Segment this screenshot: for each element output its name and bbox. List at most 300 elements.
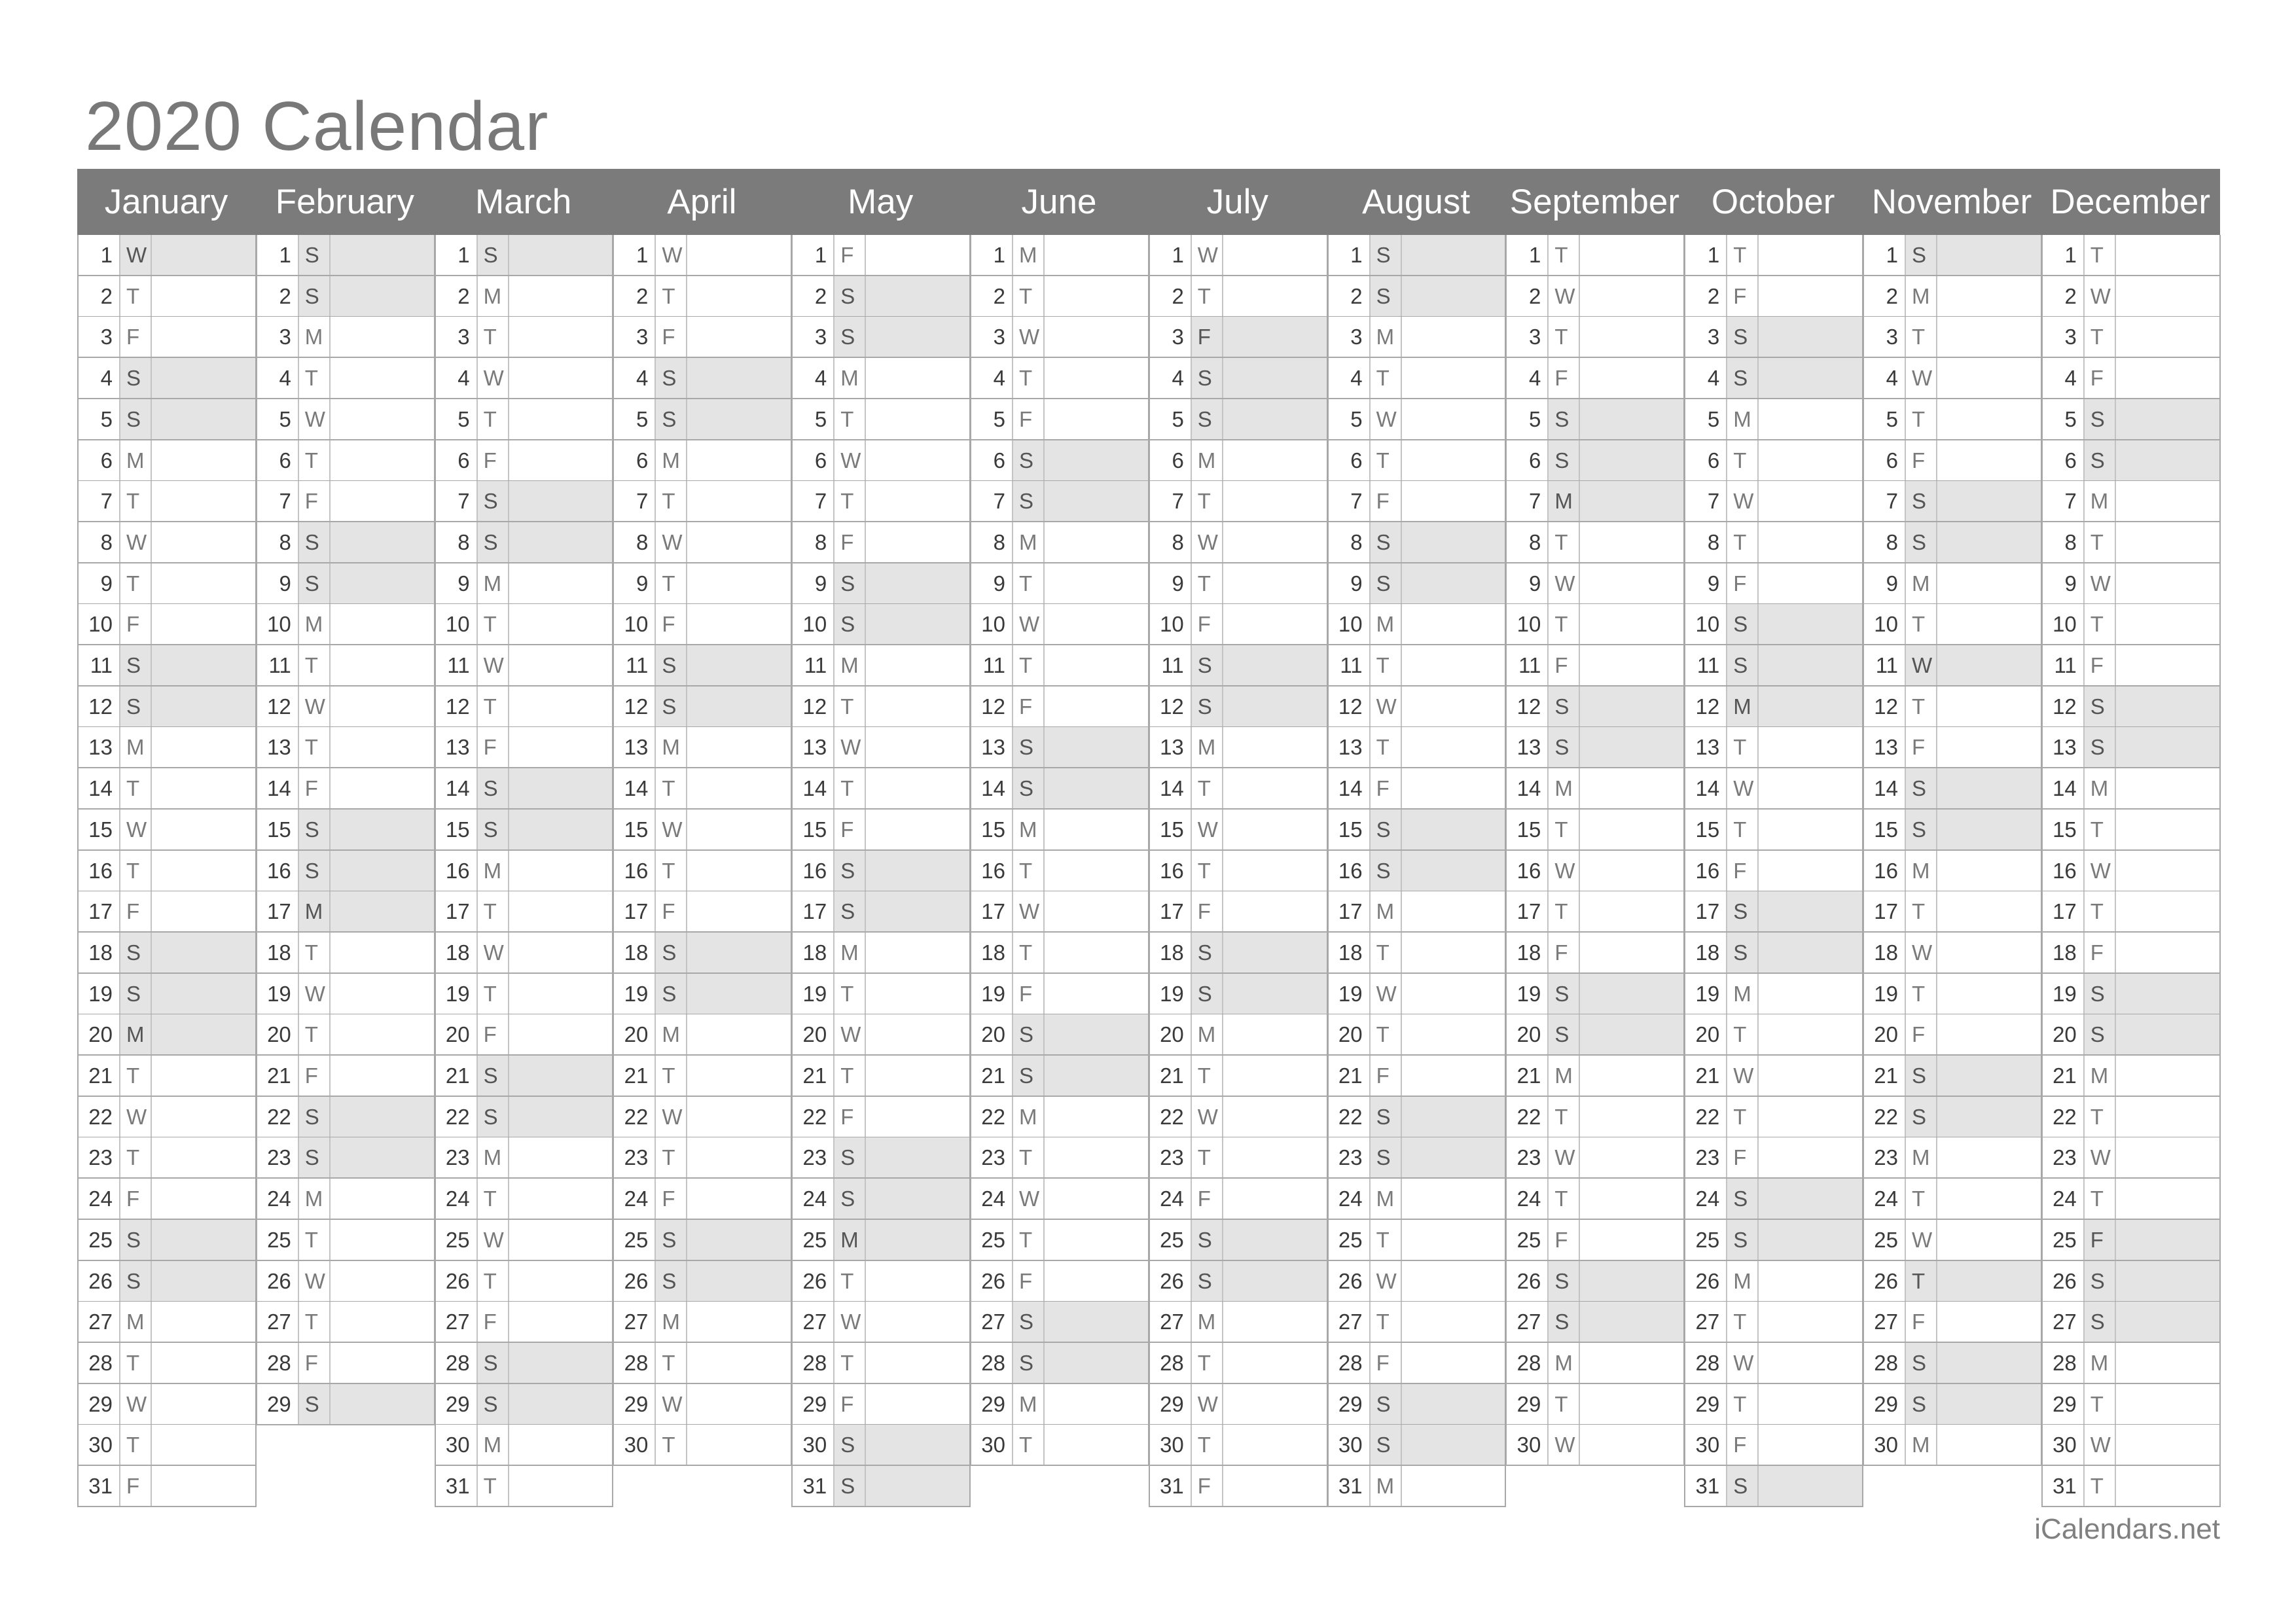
day-number: 9 xyxy=(2064,571,2077,596)
note-space xyxy=(1579,1097,1683,1137)
day-number: 9 xyxy=(1886,571,1898,596)
weekday-letter: T xyxy=(476,1466,508,1506)
note-space xyxy=(1757,851,1862,891)
note-space xyxy=(1043,727,1148,767)
note-space xyxy=(2115,1425,2219,1465)
day-cell xyxy=(1684,1014,1863,1056)
weekday-letter: W xyxy=(1191,1384,1222,1424)
day-cell xyxy=(1684,1425,1863,1466)
weekday-letter: S xyxy=(1726,1466,1757,1506)
note-space xyxy=(151,1097,255,1137)
day-cell xyxy=(1149,768,1328,810)
day-number: 25 xyxy=(1695,1227,1720,1252)
day-cell xyxy=(1863,687,2042,728)
weekday-letter: M xyxy=(1905,1425,1936,1465)
note-space xyxy=(151,563,255,603)
weekday-letter: T xyxy=(119,1425,151,1465)
day-number: 13 xyxy=(981,735,1005,760)
day-cell xyxy=(77,1014,257,1056)
note-space xyxy=(1043,481,1148,521)
weekday-letter: W xyxy=(476,358,508,398)
note-space xyxy=(1579,974,1683,1014)
weekday-letter: W xyxy=(1547,276,1579,316)
day-cell xyxy=(2041,604,2221,645)
note-space xyxy=(686,645,791,685)
weekday-letter: F xyxy=(1191,891,1222,931)
note-space xyxy=(1222,727,1327,767)
note-space xyxy=(865,851,969,891)
note-space xyxy=(2115,933,2219,972)
weekday-letter: T xyxy=(1191,276,1222,316)
note-space xyxy=(686,974,791,1014)
weekday-letter: S xyxy=(119,974,151,1014)
weekday-letter: S xyxy=(1547,687,1579,726)
note-space xyxy=(1579,604,1683,644)
weekday-letter: W xyxy=(1547,1425,1579,1465)
day-cell xyxy=(613,604,792,645)
day-number: 23 xyxy=(1874,1145,1898,1170)
day-cell xyxy=(1327,1466,1507,1507)
day-cell xyxy=(77,1097,257,1138)
day-cell xyxy=(970,317,1149,358)
day-cell xyxy=(970,1014,1149,1056)
month-name-february: February xyxy=(275,183,414,221)
day-cell xyxy=(435,1097,614,1138)
note-space xyxy=(1757,1466,1862,1506)
day-number: 4 xyxy=(457,366,470,391)
day-number: 5 xyxy=(279,406,291,431)
note-space xyxy=(686,1425,791,1465)
day-cell xyxy=(256,440,435,482)
note-space xyxy=(1043,1097,1148,1137)
weekday-letter: F xyxy=(1547,933,1579,972)
weekday-letter: T xyxy=(1726,1384,1757,1424)
weekday-letter: S xyxy=(2083,687,2115,726)
note-space xyxy=(508,276,613,316)
note-space xyxy=(508,563,613,603)
day-number: 7 xyxy=(1350,489,1363,514)
day-number: 25 xyxy=(624,1227,649,1252)
day-cell xyxy=(1684,1302,1863,1343)
day-cell xyxy=(613,1302,792,1343)
day-cell xyxy=(970,974,1149,1015)
weekday-letter: M xyxy=(1369,604,1401,644)
day-cell xyxy=(1327,1302,1507,1343)
weekday-letter: M xyxy=(1726,1261,1757,1301)
note-space xyxy=(686,522,791,562)
note-space xyxy=(1757,1097,1862,1137)
weekday-letter: F xyxy=(1547,1220,1579,1260)
day-number: 4 xyxy=(279,366,291,391)
weekday-letter: S xyxy=(655,399,686,439)
day-cell xyxy=(256,1097,435,1138)
note-space xyxy=(686,399,791,439)
day-cell xyxy=(2041,810,2221,851)
note-space xyxy=(508,1261,613,1301)
note-space xyxy=(1222,891,1327,931)
weekday-letter: T xyxy=(1905,974,1936,1014)
weekday-letter: T xyxy=(1726,522,1757,562)
weekday-letter: T xyxy=(476,317,508,357)
weekday-letter: S xyxy=(833,1137,865,1177)
note-space xyxy=(1936,1343,2041,1383)
note-space xyxy=(508,1220,613,1260)
day-cell xyxy=(1863,317,2042,358)
weekday-letter: S xyxy=(1012,481,1043,521)
day-cell xyxy=(1684,522,1863,563)
day-cell xyxy=(613,399,792,440)
day-cell xyxy=(256,235,435,276)
weekday-letter: F xyxy=(1726,563,1757,603)
day-cell xyxy=(435,1343,614,1384)
day-cell xyxy=(1684,604,1863,645)
weekday-letter: S xyxy=(833,851,865,891)
day-number: 29 xyxy=(1874,1391,1898,1416)
weekday-letter: M xyxy=(298,317,329,357)
note-space xyxy=(1936,1302,2041,1342)
day-cell xyxy=(1863,1343,2042,1384)
weekday-letter: S xyxy=(476,522,508,562)
note-space xyxy=(151,1302,255,1342)
day-number: 5 xyxy=(1529,406,1541,431)
day-number: 6 xyxy=(457,448,470,473)
day-cell xyxy=(1684,1384,1863,1425)
note-space xyxy=(865,1343,969,1383)
note-space xyxy=(1401,440,1505,480)
day-cell xyxy=(435,974,614,1015)
note-space xyxy=(1579,1220,1683,1260)
day-number: 21 xyxy=(981,1063,1005,1088)
day-number: 22 xyxy=(1874,1104,1898,1129)
note-space xyxy=(329,1097,434,1137)
day-number: 30 xyxy=(1874,1433,1898,1457)
note-space xyxy=(1222,1056,1327,1096)
note-space xyxy=(1222,768,1327,808)
day-number: 29 xyxy=(981,1391,1005,1416)
weekday-letter: S xyxy=(1547,1302,1579,1342)
day-number: 16 xyxy=(1516,858,1541,883)
weekday-letter: W xyxy=(1726,768,1757,808)
day-number: 21 xyxy=(2053,1063,2077,1088)
day-number: 21 xyxy=(1160,1063,1184,1088)
day-cell xyxy=(435,645,614,687)
day-number: 25 xyxy=(802,1227,827,1252)
day-number: 12 xyxy=(88,694,113,719)
note-space xyxy=(1757,481,1862,521)
day-number: 27 xyxy=(624,1310,649,1334)
weekday-letter: T xyxy=(476,399,508,439)
day-cell xyxy=(256,1014,435,1056)
note-space xyxy=(329,1179,434,1219)
day-cell xyxy=(1505,1097,1685,1138)
day-number: 9 xyxy=(1172,571,1184,596)
note-space xyxy=(1936,1179,2041,1219)
day-number: 31 xyxy=(88,1474,113,1498)
note-space xyxy=(1043,891,1148,931)
note-space xyxy=(1401,933,1505,972)
day-cell xyxy=(435,563,614,605)
note-space xyxy=(151,1014,255,1054)
weekday-letter: S xyxy=(1012,1343,1043,1383)
note-space xyxy=(1222,563,1327,603)
day-number: 29 xyxy=(1516,1391,1541,1416)
day-cell xyxy=(1863,358,2042,399)
weekday-letter: T xyxy=(1726,235,1757,275)
day-cell xyxy=(1684,933,1863,974)
note-space xyxy=(1043,768,1148,808)
day-cell xyxy=(1327,1343,1507,1384)
day-number: 24 xyxy=(1160,1186,1184,1211)
weekday-letter: M xyxy=(1369,1466,1401,1506)
day-number: 29 xyxy=(1160,1391,1184,1416)
note-space xyxy=(1043,1220,1148,1260)
weekday-letter: T xyxy=(1191,768,1222,808)
day-number: 16 xyxy=(802,858,827,883)
weekday-letter: S xyxy=(298,1097,329,1137)
day-number: 13 xyxy=(445,735,470,760)
day-cell xyxy=(791,1014,971,1056)
day-number: 16 xyxy=(88,858,113,883)
day-number: 28 xyxy=(1516,1350,1541,1375)
day-cell xyxy=(1863,1179,2042,1220)
weekday-letter: M xyxy=(1012,810,1043,849)
weekday-letter: W xyxy=(476,933,508,972)
day-number: 13 xyxy=(1695,735,1720,760)
note-space xyxy=(151,358,255,398)
weekday-letter: T xyxy=(1905,317,1936,357)
note-space xyxy=(1936,276,2041,316)
weekday-letter: T xyxy=(1547,1097,1579,1137)
day-cell xyxy=(613,933,792,974)
day-cell xyxy=(1863,235,2042,276)
note-space xyxy=(1401,1179,1505,1219)
note-space xyxy=(1757,1220,1862,1260)
day-cell xyxy=(2041,1179,2221,1220)
day-number: 11 xyxy=(626,653,649,677)
note-space xyxy=(2115,235,2219,275)
day-number: 2 xyxy=(100,283,113,308)
day-number: 30 xyxy=(1160,1433,1184,1457)
day-cell xyxy=(791,645,971,687)
day-number: 15 xyxy=(1338,817,1363,842)
note-space xyxy=(329,399,434,439)
day-cell xyxy=(1505,974,1685,1015)
note-space xyxy=(686,276,791,316)
day-number: 28 xyxy=(981,1350,1005,1375)
day-cell xyxy=(1684,440,1863,482)
weekday-letter: W xyxy=(833,1302,865,1342)
day-cell xyxy=(2041,1466,2221,1507)
day-cell xyxy=(1149,1220,1328,1261)
note-space xyxy=(1401,974,1505,1014)
day-number: 2 xyxy=(1529,283,1541,308)
day-cell xyxy=(970,522,1149,563)
note-space xyxy=(865,317,969,357)
note-space xyxy=(1401,1302,1505,1342)
day-cell xyxy=(1327,399,1507,440)
weekday-letter: M xyxy=(833,933,865,972)
weekday-letter: S xyxy=(1012,1014,1043,1054)
day-cell xyxy=(1863,1425,2042,1466)
day-cell xyxy=(1149,317,1328,358)
day-number: 21 xyxy=(802,1063,827,1088)
weekday-letter: T xyxy=(298,358,329,398)
day-cell xyxy=(1327,358,1507,399)
day-number: 24 xyxy=(445,1186,470,1211)
weekday-letter: W xyxy=(1191,235,1222,275)
day-number: 15 xyxy=(624,817,649,842)
weekday-letter: S xyxy=(1726,891,1757,931)
day-number: 23 xyxy=(2053,1145,2077,1170)
weekday-letter: F xyxy=(1012,399,1043,439)
day-cell xyxy=(791,1466,971,1507)
day-number: 26 xyxy=(1160,1268,1184,1293)
note-space xyxy=(2115,1097,2219,1137)
day-cell xyxy=(1149,276,1328,317)
day-cell xyxy=(1149,522,1328,563)
weekday-letter: T xyxy=(1369,1014,1401,1054)
note-space xyxy=(1936,891,2041,931)
day-number: 18 xyxy=(624,940,649,965)
month-name-july: July xyxy=(1206,183,1268,221)
weekday-letter: M xyxy=(1547,1343,1579,1383)
day-cell xyxy=(1327,1097,1507,1138)
weekday-letter: M xyxy=(2083,1343,2115,1383)
weekday-letter: M xyxy=(1369,891,1401,931)
note-space xyxy=(2115,276,2219,316)
day-number: 17 xyxy=(1338,899,1363,924)
day-number: 7 xyxy=(100,489,113,514)
day-number: 17 xyxy=(1516,899,1541,924)
day-number: 1 xyxy=(457,243,470,267)
note-space xyxy=(508,604,613,644)
day-cell xyxy=(1684,1056,1863,1097)
day-number: 20 xyxy=(267,1022,291,1047)
note-space xyxy=(865,1302,969,1342)
weekday-letter: W xyxy=(119,1384,151,1424)
day-number: 11 xyxy=(1518,653,1541,677)
day-cell xyxy=(435,768,614,810)
weekday-letter: T xyxy=(2083,235,2115,275)
day-cell xyxy=(791,481,971,522)
weekday-letter: F xyxy=(1191,1466,1222,1506)
day-number: 1 xyxy=(100,243,113,267)
weekday-letter: S xyxy=(119,933,151,972)
day-cell xyxy=(1149,1384,1328,1425)
day-cell xyxy=(1863,974,2042,1015)
day-cell xyxy=(1505,440,1685,482)
day-number: 16 xyxy=(2053,858,2077,883)
day-cell xyxy=(77,440,257,482)
weekday-letter: S xyxy=(655,358,686,398)
note-space xyxy=(1936,481,2041,521)
note-space xyxy=(151,851,255,891)
day-cell xyxy=(791,358,971,399)
weekday-letter: F xyxy=(655,604,686,644)
day-number: 13 xyxy=(1516,735,1541,760)
day-cell xyxy=(1327,276,1507,317)
day-number: 8 xyxy=(100,529,113,554)
weekday-letter: S xyxy=(1012,768,1043,808)
note-space xyxy=(508,1384,613,1424)
note-space xyxy=(2115,358,2219,398)
note-space xyxy=(1936,1220,2041,1260)
day-cell xyxy=(1327,1220,1507,1261)
day-cell xyxy=(970,1384,1149,1425)
note-space xyxy=(151,1179,255,1219)
day-cell xyxy=(1327,851,1507,892)
note-space xyxy=(865,1425,969,1465)
note-space xyxy=(1936,317,2041,357)
day-cell xyxy=(613,1220,792,1261)
day-number: 3 xyxy=(457,325,470,349)
day-cell xyxy=(1863,810,2042,851)
day-cell xyxy=(1863,440,2042,482)
day-cell xyxy=(1149,1261,1328,1302)
note-space xyxy=(1222,1220,1327,1260)
day-number: 5 xyxy=(814,406,827,431)
day-cell xyxy=(1149,1014,1328,1056)
day-number: 18 xyxy=(1874,940,1898,965)
weekday-letter: M xyxy=(1369,1179,1401,1219)
weekday-letter: M xyxy=(298,1179,329,1219)
weekday-letter: S xyxy=(833,317,865,357)
note-space xyxy=(2115,1466,2219,1506)
day-cell xyxy=(256,1302,435,1343)
day-cell xyxy=(1327,1137,1507,1179)
weekday-letter: T xyxy=(1547,810,1579,849)
weekday-letter: T xyxy=(1012,645,1043,685)
weekday-letter: W xyxy=(2083,1137,2115,1177)
day-number: 4 xyxy=(100,366,113,391)
day-cell xyxy=(1327,481,1507,522)
note-space xyxy=(1579,810,1683,849)
day-number: 23 xyxy=(1695,1145,1720,1170)
day-number: 26 xyxy=(981,1268,1005,1293)
day-cell xyxy=(1327,974,1507,1015)
day-number: 28 xyxy=(802,1350,827,1375)
note-space xyxy=(2115,687,2219,726)
weekday-letter: T xyxy=(1905,604,1936,644)
weekday-letter: T xyxy=(1547,604,1579,644)
day-cell xyxy=(613,440,792,482)
day-cell xyxy=(1684,317,1863,358)
note-space xyxy=(329,522,434,562)
note-space xyxy=(865,768,969,808)
day-number: 2 xyxy=(1172,283,1184,308)
day-number: 17 xyxy=(267,899,291,924)
day-number: 18 xyxy=(802,940,827,965)
note-space xyxy=(508,851,613,891)
note-space xyxy=(686,1014,791,1054)
weekday-letter: S xyxy=(1369,522,1401,562)
note-space xyxy=(1222,522,1327,562)
weekday-letter: F xyxy=(1191,317,1222,357)
day-cell xyxy=(1505,317,1685,358)
day-cell xyxy=(613,317,792,358)
note-space xyxy=(1757,1384,1862,1424)
month-name-december: December xyxy=(2050,183,2211,221)
day-number: 30 xyxy=(1695,1433,1720,1457)
day-cell xyxy=(2041,235,2221,276)
weekday-letter: W xyxy=(655,1097,686,1137)
weekday-letter: T xyxy=(833,1056,865,1096)
day-cell xyxy=(791,810,971,851)
day-number: 18 xyxy=(1338,940,1363,965)
note-space xyxy=(508,1056,613,1096)
day-number: 13 xyxy=(1338,735,1363,760)
day-number: 18 xyxy=(1695,940,1720,965)
